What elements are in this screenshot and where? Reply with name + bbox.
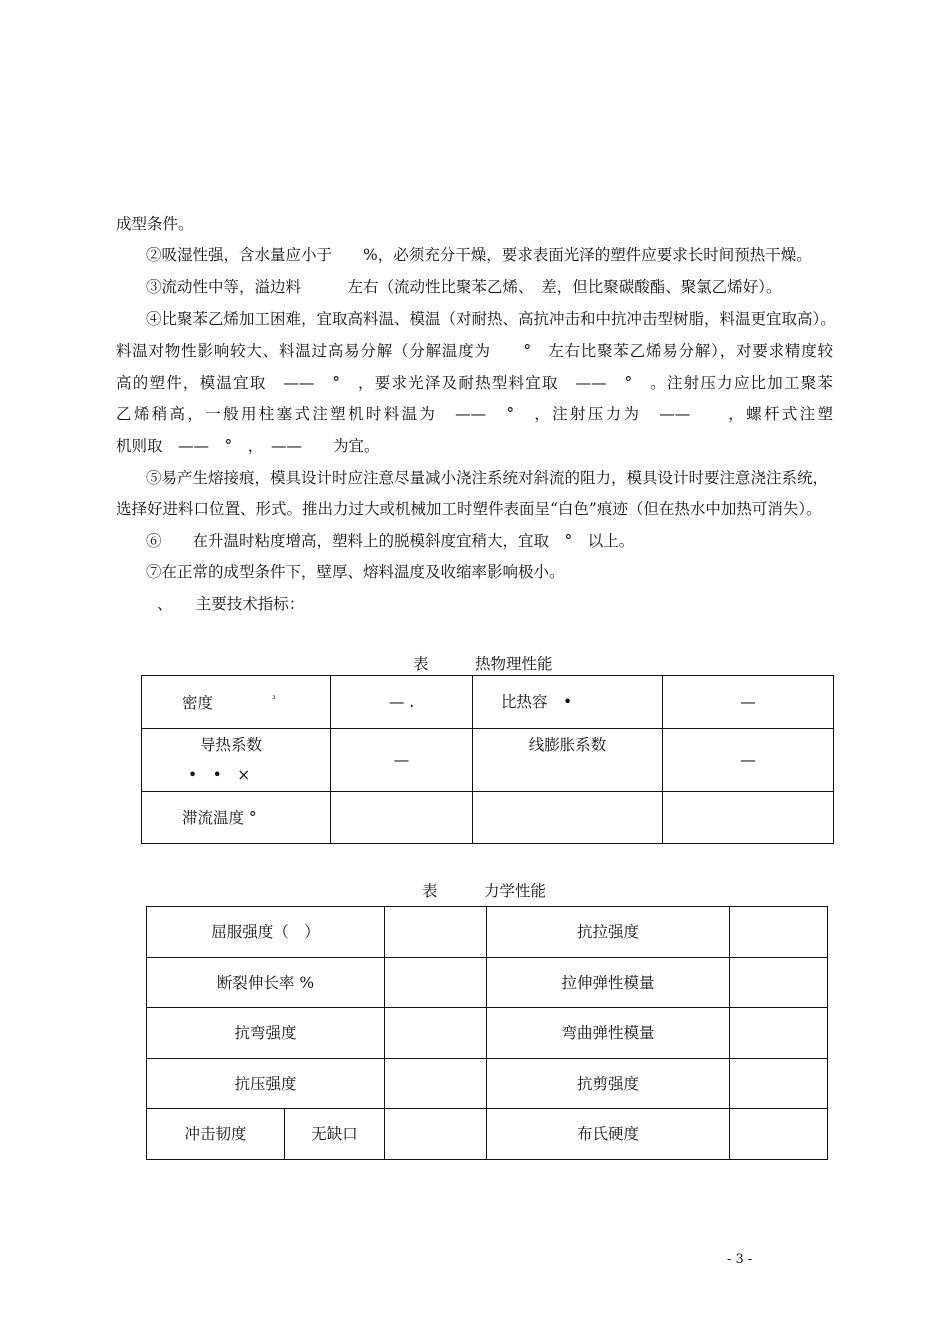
text-line: ⑥ 在升温时粘度增高，塑料上的脱模斜度宜稍大，宜取 ° 以上。: [146, 532, 635, 550]
empty-cell: [385, 1109, 487, 1160]
text-line: ⑦在正常的成型条件下，壁厚、熔料温度及收缩率影响极小。: [146, 563, 565, 581]
text-line: 机则取 —— ° ， —— 为宜。: [116, 437, 380, 455]
thermal-conductivity-label: 导热系数: [199, 736, 262, 754]
flow-temp-label: 滞流温度 °: [142, 792, 331, 844]
table2-caption: 表 力学性能: [422, 882, 547, 900]
text-line: 料温对物性影响较大、料温过高易分解（分解温度为 ° 左右比聚苯乙烯易分解），对要求精度较: [116, 342, 833, 360]
mechanical-properties-table: [146, 906, 828, 1160]
empty-cell: [385, 958, 487, 1008]
compressive-strength-label: 抗压强度: [147, 1059, 385, 1109]
text-line: 高的塑件，模温宜取 —— ° ，要求光泽及耐热型料宜取 —— ° 。注射压力应比加工聚苯: [116, 374, 833, 392]
density-label-cell: [142, 676, 331, 729]
text-line: ②吸湿性强，含水量应小于 %，必须充分干燥，要求表面光泽的塑件应要求长时间预热干燥。: [146, 246, 812, 264]
thermal-properties-table: [141, 675, 834, 844]
empty-cell: [473, 792, 663, 844]
tensile-strength-label: 抗拉强度: [487, 907, 730, 958]
empty-cell: [385, 1008, 487, 1059]
page-number: - 3 -: [727, 1252, 753, 1267]
text-line: 乙烯稍高，一般用柱塞式注塑机时料温为 —— ° ，注射压力为 —— ，螺杆式注塑: [116, 405, 833, 423]
thermal-expansion-label: 线膨胀系数: [473, 729, 663, 792]
unnotched-label: 无缺口: [285, 1109, 385, 1160]
flexural-modulus-label: 弯曲弹性模量: [487, 1008, 730, 1059]
density-value: — .: [331, 676, 473, 729]
elongation-label: 断裂伸长率 %: [147, 958, 385, 1008]
text-line: ③流动性中等，溢边料 左右（流动性比聚苯乙烯、 差，但比聚碳酸酯、聚氯乙烯好）。: [146, 278, 782, 296]
brinell-hardness-label: 布氏硬度: [487, 1109, 730, 1160]
empty-cell: [730, 1109, 828, 1160]
thermal-conductivity-value: —: [331, 729, 473, 792]
text-line: 成型条件。: [116, 215, 194, 233]
tensile-modulus-label: 拉伸弹性模量: [487, 958, 730, 1008]
empty-cell: [730, 1008, 828, 1059]
empty-cell: [385, 907, 487, 958]
impact-toughness-label: 冲击韧度: [147, 1109, 285, 1160]
text-line: ⑤易产生熔接痕，模具设计时应注意尽量减小浇注系统对斜流的阻力，模具设计时要注意浇注系统，: [146, 469, 829, 487]
thermal-conductivity-unit: • • ×: [188, 766, 251, 784]
text-line: 选择好进料口位置、形式。推出力过大或机械加工时塑件表面呈“白色”痕迹（但在热水中加热可消失）。: [116, 500, 822, 518]
density-label: 密度: [182, 694, 214, 713]
empty-cell: [663, 792, 834, 844]
empty-cell: [730, 1059, 828, 1109]
empty-cell: [385, 1059, 487, 1109]
empty-cell: [331, 792, 473, 844]
empty-cell: [730, 958, 828, 1008]
shear-strength-label: 抗剪强度: [487, 1059, 730, 1109]
table1-caption: 表 热物理性能: [413, 655, 553, 673]
thermal-conductivity-cell: [142, 729, 331, 792]
section-heading: 、 主要技术指标：: [157, 595, 305, 613]
thermal-expansion-value: —: [663, 729, 834, 792]
density-unit-sup: ³: [271, 695, 276, 706]
specific-heat-value: —: [663, 676, 834, 729]
yield-strength-label: 屈服强度（ ）: [147, 907, 385, 958]
flexural-strength-label: 抗弯强度: [147, 1008, 385, 1059]
text-line: ④比聚苯乙烯加工困难，宜取高料温、模温（对耐热、高抗冲击和中抗冲击型树脂，料温更宜取高）。: [146, 310, 836, 328]
specific-heat-label: 比热容 •: [473, 676, 663, 729]
empty-cell: [730, 907, 828, 958]
